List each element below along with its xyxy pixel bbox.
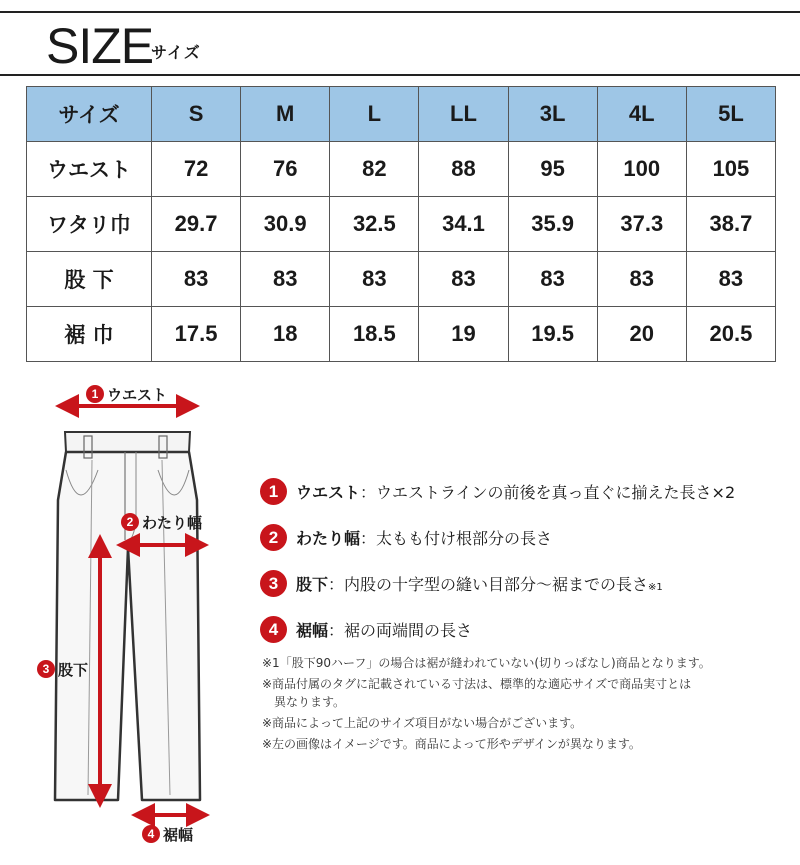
table-cell: 18 bbox=[241, 307, 330, 362]
table-cell: 32.5 bbox=[330, 197, 419, 252]
table-cell: 29.7 bbox=[152, 197, 241, 252]
table-cell: 20.5 bbox=[686, 307, 775, 362]
legend-text bbox=[296, 618, 472, 641]
row-label: ワタリ巾 bbox=[27, 197, 152, 252]
callout-badge-4: 4 bbox=[142, 825, 160, 843]
callout-label-waist: ウエスト bbox=[107, 386, 168, 404]
table-cell: 83 bbox=[597, 252, 686, 307]
table-cell: 30.9 bbox=[241, 197, 330, 252]
footnote: ※商品によって上記のサイズ項目がない場合がございます。 bbox=[262, 716, 583, 730]
top-rule bbox=[0, 11, 800, 13]
table-cell: 19 bbox=[419, 307, 508, 362]
table-cell: 88 bbox=[419, 142, 508, 197]
table-cell: 34.1 bbox=[419, 197, 508, 252]
legend-description: 内股の十字型の縫い目部分〜裾までの長さ bbox=[344, 575, 649, 594]
callout-label-hem: 裾幅 bbox=[163, 826, 194, 844]
size-header-cell: L bbox=[330, 87, 419, 142]
pants-diagram bbox=[0, 370, 240, 865]
table-cell: 83 bbox=[419, 252, 508, 307]
legend-term: 裾幅 bbox=[296, 621, 329, 640]
legend-badge: 4 bbox=[260, 616, 287, 643]
size-header-cell: 3L bbox=[508, 87, 597, 142]
legend-separator: ： bbox=[328, 575, 345, 594]
row-label: 裾 巾 bbox=[27, 307, 152, 362]
size-header-cell: 5L bbox=[686, 87, 775, 142]
table-corner-label: サイズ bbox=[27, 87, 152, 142]
table-cell: 38.7 bbox=[686, 197, 775, 252]
size-header-cell: S bbox=[152, 87, 241, 142]
table-cell: 83 bbox=[241, 252, 330, 307]
size-header-row bbox=[27, 87, 776, 142]
table-cell: 20 bbox=[597, 307, 686, 362]
size-header-cell: LL bbox=[419, 87, 508, 142]
size-header-cell: 4L bbox=[597, 87, 686, 142]
legend-separator: ： bbox=[360, 529, 377, 548]
callout-badge-3: 3 bbox=[37, 660, 55, 678]
table-row-hem bbox=[27, 307, 776, 362]
title-rule bbox=[0, 74, 800, 76]
legend-term: ウエスト bbox=[296, 483, 361, 502]
callout-label-inseam: 股下 bbox=[58, 661, 89, 679]
size-table bbox=[26, 86, 776, 362]
legend-term: 股下 bbox=[296, 575, 329, 594]
table-cell: 35.9 bbox=[508, 197, 597, 252]
legend-badge: 2 bbox=[260, 524, 287, 551]
footnote-continuation: 異なります。 bbox=[274, 695, 346, 709]
table-cell: 83 bbox=[152, 252, 241, 307]
table-cell: 83 bbox=[330, 252, 419, 307]
legend-separator: ： bbox=[360, 483, 377, 502]
legend-note-mark: ※1 bbox=[648, 582, 663, 593]
table-cell: 100 bbox=[597, 142, 686, 197]
table-cell: 18.5 bbox=[330, 307, 419, 362]
callout-badge-1: 1 bbox=[86, 385, 104, 403]
table-row-thigh bbox=[27, 197, 776, 252]
footnote: ※1「股下90ハーフ」の場合は裾が縫われていない(切りっぱなし)商品となります。 bbox=[262, 656, 711, 670]
pants-outline bbox=[55, 452, 203, 800]
footnote: ※左の画像はイメージです。商品によって形やデザインが異なります。 bbox=[262, 737, 641, 751]
row-label: 股 下 bbox=[27, 252, 152, 307]
legend-text bbox=[296, 572, 663, 595]
table-cell: 95 bbox=[508, 142, 597, 197]
legend-description: 太もも付け根部分の長さ bbox=[376, 529, 553, 548]
footnote: ※商品付属のタグに記載されている寸法は、標準的な適応サイズで商品実寸とは bbox=[262, 677, 692, 691]
legend-badge: 1 bbox=[260, 478, 287, 505]
table-cell: 82 bbox=[330, 142, 419, 197]
table-cell: 83 bbox=[508, 252, 597, 307]
table-cell: 72 bbox=[152, 142, 241, 197]
table-cell: 37.3 bbox=[597, 197, 686, 252]
legend-text bbox=[296, 480, 735, 503]
table-cell: 105 bbox=[686, 142, 775, 197]
legend-term: わたり幅 bbox=[296, 529, 361, 548]
table-cell: 83 bbox=[686, 252, 775, 307]
legend-separator: ： bbox=[328, 621, 345, 640]
size-header-cell: M bbox=[241, 87, 330, 142]
footnotes bbox=[262, 654, 782, 756]
page-title: SIZE bbox=[46, 18, 154, 74]
legend-text bbox=[296, 526, 552, 549]
legend-badge: 3 bbox=[260, 570, 287, 597]
table-cell: 19.5 bbox=[508, 307, 597, 362]
row-label: ウエスト bbox=[27, 142, 152, 197]
callout-badge-2: 2 bbox=[121, 513, 139, 531]
legend-description: ウエストラインの前後を真っ直ぐに揃えた長さ×2 bbox=[376, 483, 736, 502]
table-cell: 17.5 bbox=[152, 307, 241, 362]
callout-label-thigh: わたり幅 bbox=[142, 514, 203, 532]
page-subtitle: サイズ bbox=[151, 43, 201, 62]
table-row-waist bbox=[27, 142, 776, 197]
legend-description: 裾の両端間の長さ bbox=[344, 621, 473, 640]
table-cell: 76 bbox=[241, 142, 330, 197]
table-row-inseam bbox=[27, 252, 776, 307]
